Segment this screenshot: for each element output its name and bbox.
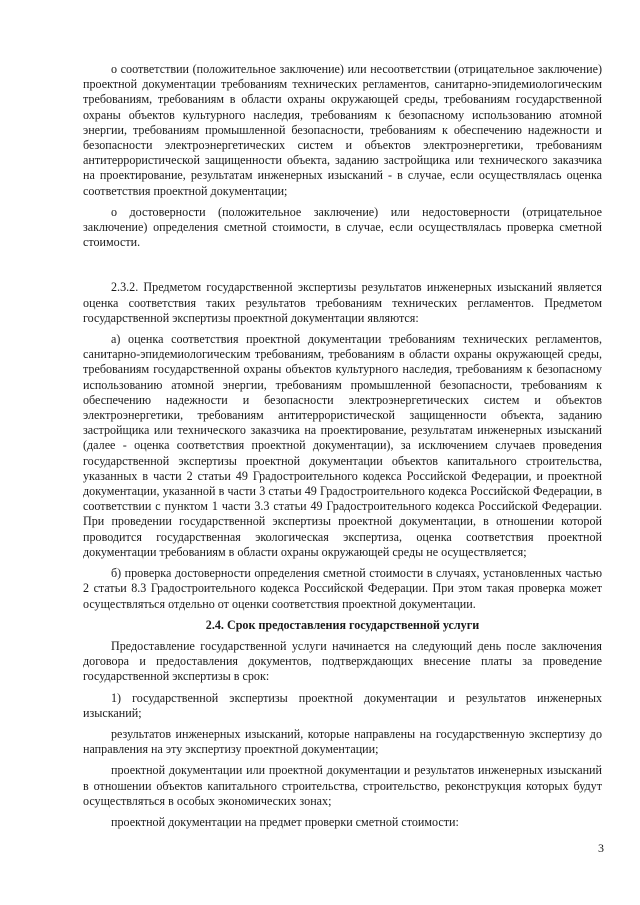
paragraph-2-3-2: 2.3.2. Предметом государственной экспертизы результатов инженерных изысканий является оценка соответствия таких результатов требованиям технических регламентов. Предметом государственной экспертизы проектной документации являются:	[83, 280, 602, 325]
paragraph-cost-check: проектной документации на предмет проверки сметной стоимости:	[111, 814, 459, 829]
paragraph-item-a: а) оценка соответствия проектной документации требованиям технических регламентов, санитарно-эпидемиологическим требованиям, требованиям в области охраны окружающей среды, требованиям государственной охраны объектов культурного наследия, требованиям к безопасному использованию атомной энергии, требованиям промышленной безопасности, требованиям к обеспечению надежности и безопасности электроэнергетических систем и объектов электроэнергетики, требованиям антитеррористической защищенности объекта, заданию застройщика или технического заказчика на проектирование, результатам инженерных изысканий (далее - оценка соответствия проектной документации), за исключением случаев проведения государственной экспертизы проектной документации объектов капитального строительства, указанных в части 2 статьи 49 Градостроительного кодекса Российской Федерации, и проектной документации, указанной в части 3 статьи 49 Градостроительного кодекса Российской Федерации, в соответствии с пунктом 1 части 3.3 статьи 49 Градостроительного кодекса Российской Федерации. При проведении государственной экспертизы проектной документации, в отношении которой проводится государственная экологическая экспертиза, оценка соответствия проектной документации требованиям в области охраны окружающей среды не осуществляется;	[83, 332, 602, 559]
page-number: 3	[598, 841, 604, 855]
paragraph-conclusion-compliance: о соответствии (положительное заключение) или несоответствии (отрицательное заключение) проектной документации требованиям технических регламентов, санитарно-эпидемиологическим требованиям, требованиям в области охраны окружающей среды, требованиям государственной охраны объектов культурного наследия, требованиям к безопасному использованию атомной энергии, требованиям промышленной безопасности, требованиям к обеспечению надежности и безопасности электроэнергетических систем и объектов электроэнергетики, требованиям антитеррористической защищенности объекта, заданию застройщика или технического заказчика на проектирование, результатам инженерных изысканий - в случае, если осуществлялась оценка соответствия проектной документации;	[83, 62, 602, 198]
paragraph-item-b: б) проверка достоверности определения сметной стоимости в случаях, установленных частью 2 статьи 8.3 Градостроительного кодекса Российской Федерации. При этом такая проверка может осуществляться отдельно от оценки соответствия проектной документации.	[83, 566, 602, 611]
paragraph-special-zones: проектной документации или проектной документации и результатов инженерных изысканий в отношении объектов капитального строительства, строительство, реконструкция которых будут осуществляться в особых экономических зонах;	[83, 763, 602, 808]
paragraph-survey-results: результатов инженерных изысканий, которые направлены на государственную экспертизу до направления на эту экспертизу проектной документации;	[83, 726, 602, 757]
paragraph-item-1: 1) государственной экспертизы проектной документации и результатов инженерных изысканий;	[83, 690, 602, 720]
section-heading-2-4: 2.4. Срок предоставления государственной услуги	[205, 617, 480, 632]
paragraph-service-start: Предоставление государственной услуги начинается на следующий день после заключения договора и предоставления документов, подтверждающих внесение платы за проведение государственной экспертизы в срок:	[83, 638, 602, 684]
paragraph-conclusion-reliability: о достоверности (положительное заключение) или недостоверности (отрицательное заключение) определения сметной стоимости, в случае, если осуществлялась проверка сметной стоимости.	[83, 204, 602, 250]
